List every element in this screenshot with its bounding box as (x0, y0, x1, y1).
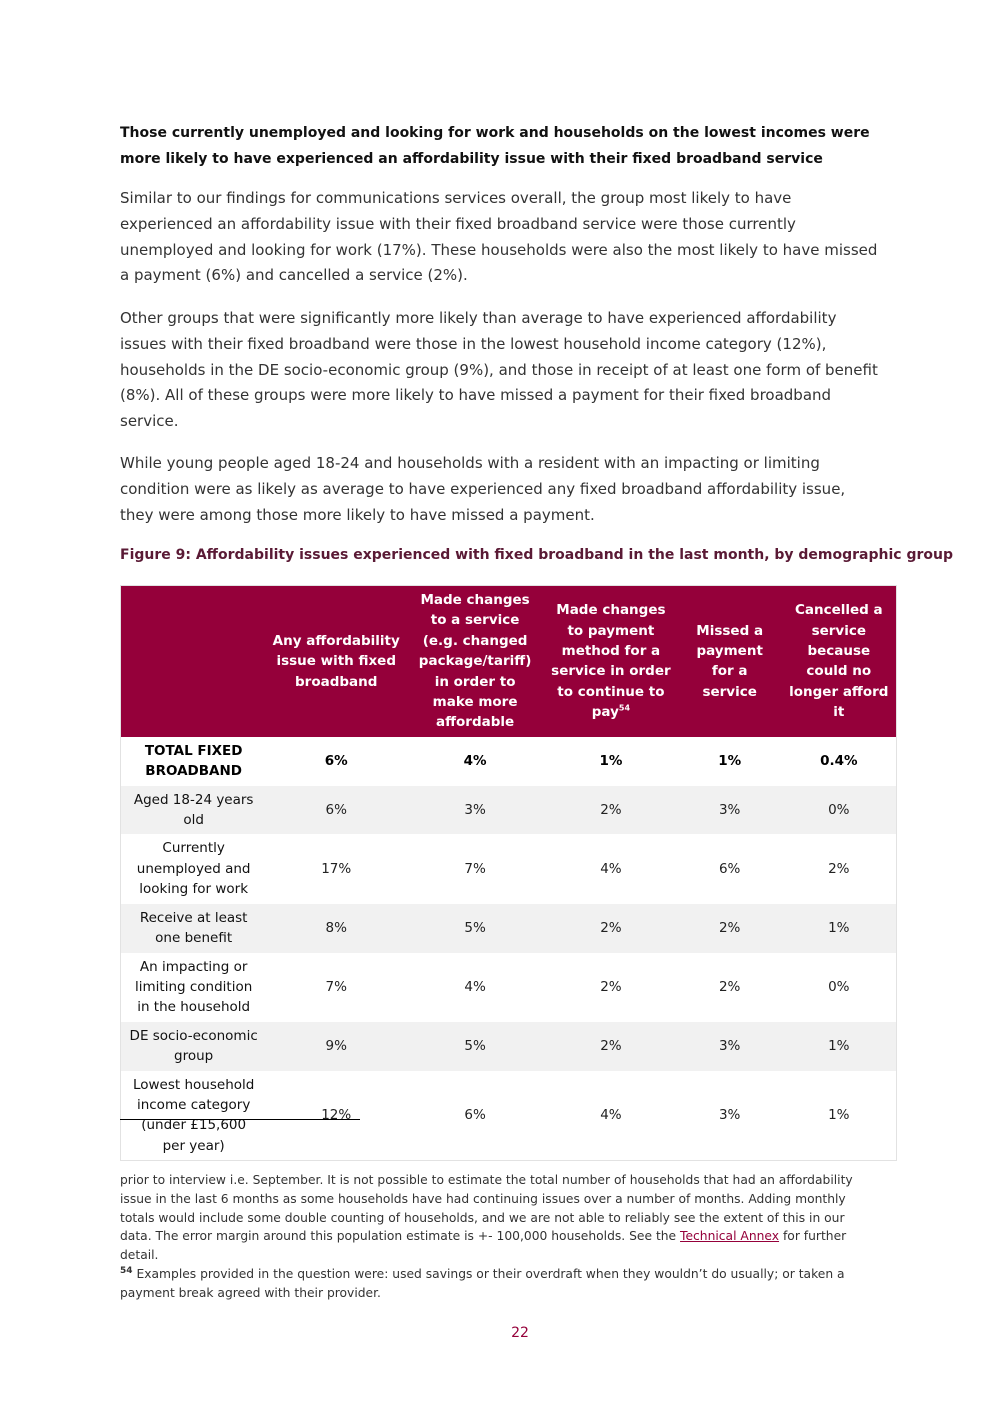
row-label: DE socio-economic group (121, 1022, 267, 1071)
table-cell: 5% (406, 904, 544, 953)
table-cell: 1% (718, 753, 742, 770)
paragraph-3: While young people aged 18-24 and households with a resident with an impacting or limiting condition were as likely as average to have experienced any fixed broadband affordability issue, they were among those more likely to have missed a payment. (120, 454, 846, 524)
table-cell: 9% (266, 1022, 406, 1071)
table-cell: 2% (828, 860, 850, 877)
table-row (121, 1022, 897, 1071)
column-header-payment-method-label: Made changes to payment method for a service in order to continue to pay (551, 602, 671, 721)
table-row (121, 737, 897, 786)
table-cell: 2% (544, 786, 678, 835)
table-row (121, 1071, 897, 1161)
table-cell: 6% (718, 860, 741, 877)
footnote-54 (120, 1265, 880, 1303)
table-cell: 1% (782, 904, 897, 953)
table-cell: 2% (544, 904, 678, 953)
table-cell: 1% (782, 1022, 897, 1071)
row-label: Currently unemployed and looking for work (136, 840, 251, 898)
table-cell: 3% (678, 786, 782, 835)
table-cell: 8% (266, 904, 406, 953)
row-label: Aged 18-24 years old (121, 786, 267, 835)
footnote-divider (120, 1119, 360, 1120)
table-row (121, 953, 897, 1022)
table-cell: 3% (678, 1022, 782, 1071)
row-label: An impacting or limiting condition in the household (135, 958, 253, 1016)
table-row (121, 786, 897, 835)
paragraph-2: Other groups that were significantly more likely than average to have experienced affordability issues with their fixed broadband were those in the lowest household income category (12%), households in the DE socio-economic group (9%), and those in receipt of at least one form of benefit (8%). All of these groups were more likely to have missed a payment for their fixed broadband service. (120, 309, 878, 431)
table-cell: 4% (463, 753, 487, 770)
table-cell: 6% (464, 1107, 486, 1124)
footnotes (120, 1171, 880, 1303)
table-cell: 7% (464, 860, 486, 877)
table-cell: 7% (325, 978, 347, 995)
table-header-row (121, 586, 897, 737)
paragraph-1: Similar to our findings for communications services overall, the group most likely to have experienced an affordability issue with their fixed broadband service were those currently unemployed and looking for work (17%). These households were also the most likely to have missed a payment (6%) and cancelled a service (2%). (120, 189, 878, 285)
table-cell: 2% (544, 1022, 678, 1071)
table-cell: 12% (321, 1107, 352, 1124)
footnote-continued (120, 1171, 880, 1265)
table-cell: 2% (678, 904, 782, 953)
footnote-54-text: Examples provided in the question were: used savings or their overdraft when they wouldn’t do usually; or taken a payment break agreed with their provider. (120, 1266, 845, 1300)
affordability-table (120, 585, 897, 1161)
table-cell: 3% (406, 786, 544, 835)
column-header-cancelled: Cancelled a service because could no longer afford it (782, 586, 897, 737)
table-cell: 17% (321, 860, 352, 877)
table-cell: 4% (600, 1107, 622, 1124)
page-number: 22 (511, 1325, 529, 1341)
table-cell: 1% (828, 1107, 850, 1124)
row-label: Receive at least one benefit (121, 904, 267, 953)
section-heading: Those currently unemployed and looking for work and households on the lowest incomes were more likely to have experienced an affordability issue with their fixed broadband service (120, 125, 870, 167)
row-label: TOTAL FIXED BROADBAND (144, 742, 243, 780)
figure-caption: Figure 9: Affordability issues experienced with fixed broadband in the last month, by demographic group (120, 547, 953, 563)
table-cell: 4% (600, 860, 622, 877)
table-cell: 1% (599, 753, 623, 770)
footnote-continued-text: prior to interview i.e. September. It is not possible to estimate the total number of households that had an affordability issue in the last 6 months as some households have had continuing issues over a number of months. Adding monthly totals would include some double counting of households, and we are not able to reliably see the extent of this in our data. The error margin around this population estimate is +- 100,000 households. See the (120, 1173, 853, 1244)
table-cell: 2% (718, 978, 741, 995)
table-cell: 6% (266, 786, 406, 835)
table-cell: 0% (828, 978, 850, 995)
table-cell: 3% (718, 1107, 741, 1124)
column-header-any-issue: Any affordability issue with fixed broadband (266, 586, 406, 737)
column-header-payment-method (544, 586, 678, 737)
table-cell: 6% (324, 753, 348, 770)
table-row (121, 834, 897, 903)
table-cell: 2% (600, 978, 622, 995)
table-cell: 0.4% (820, 753, 858, 770)
table-cell: 5% (406, 1022, 544, 1071)
row-label: Lowest household income category (under £15,600 per year) (132, 1076, 255, 1154)
table-row (121, 904, 897, 953)
footnote-54-number: 54 (120, 1265, 133, 1276)
column-header-missed-payment: Missed a payment for a service (678, 586, 782, 737)
column-header-group (121, 586, 267, 737)
table-cell: 0% (782, 786, 897, 835)
footnote-marker: 54 (618, 703, 631, 713)
footnote-continued-tail: for further detail. (120, 1229, 847, 1263)
table-cell: 4% (464, 978, 486, 995)
technical-annex-link[interactable]: Technical Annex (680, 1229, 780, 1244)
column-header-made-changes: Made changes to a service (e.g. changed package/tariff) in order to make more affordable (406, 586, 544, 737)
